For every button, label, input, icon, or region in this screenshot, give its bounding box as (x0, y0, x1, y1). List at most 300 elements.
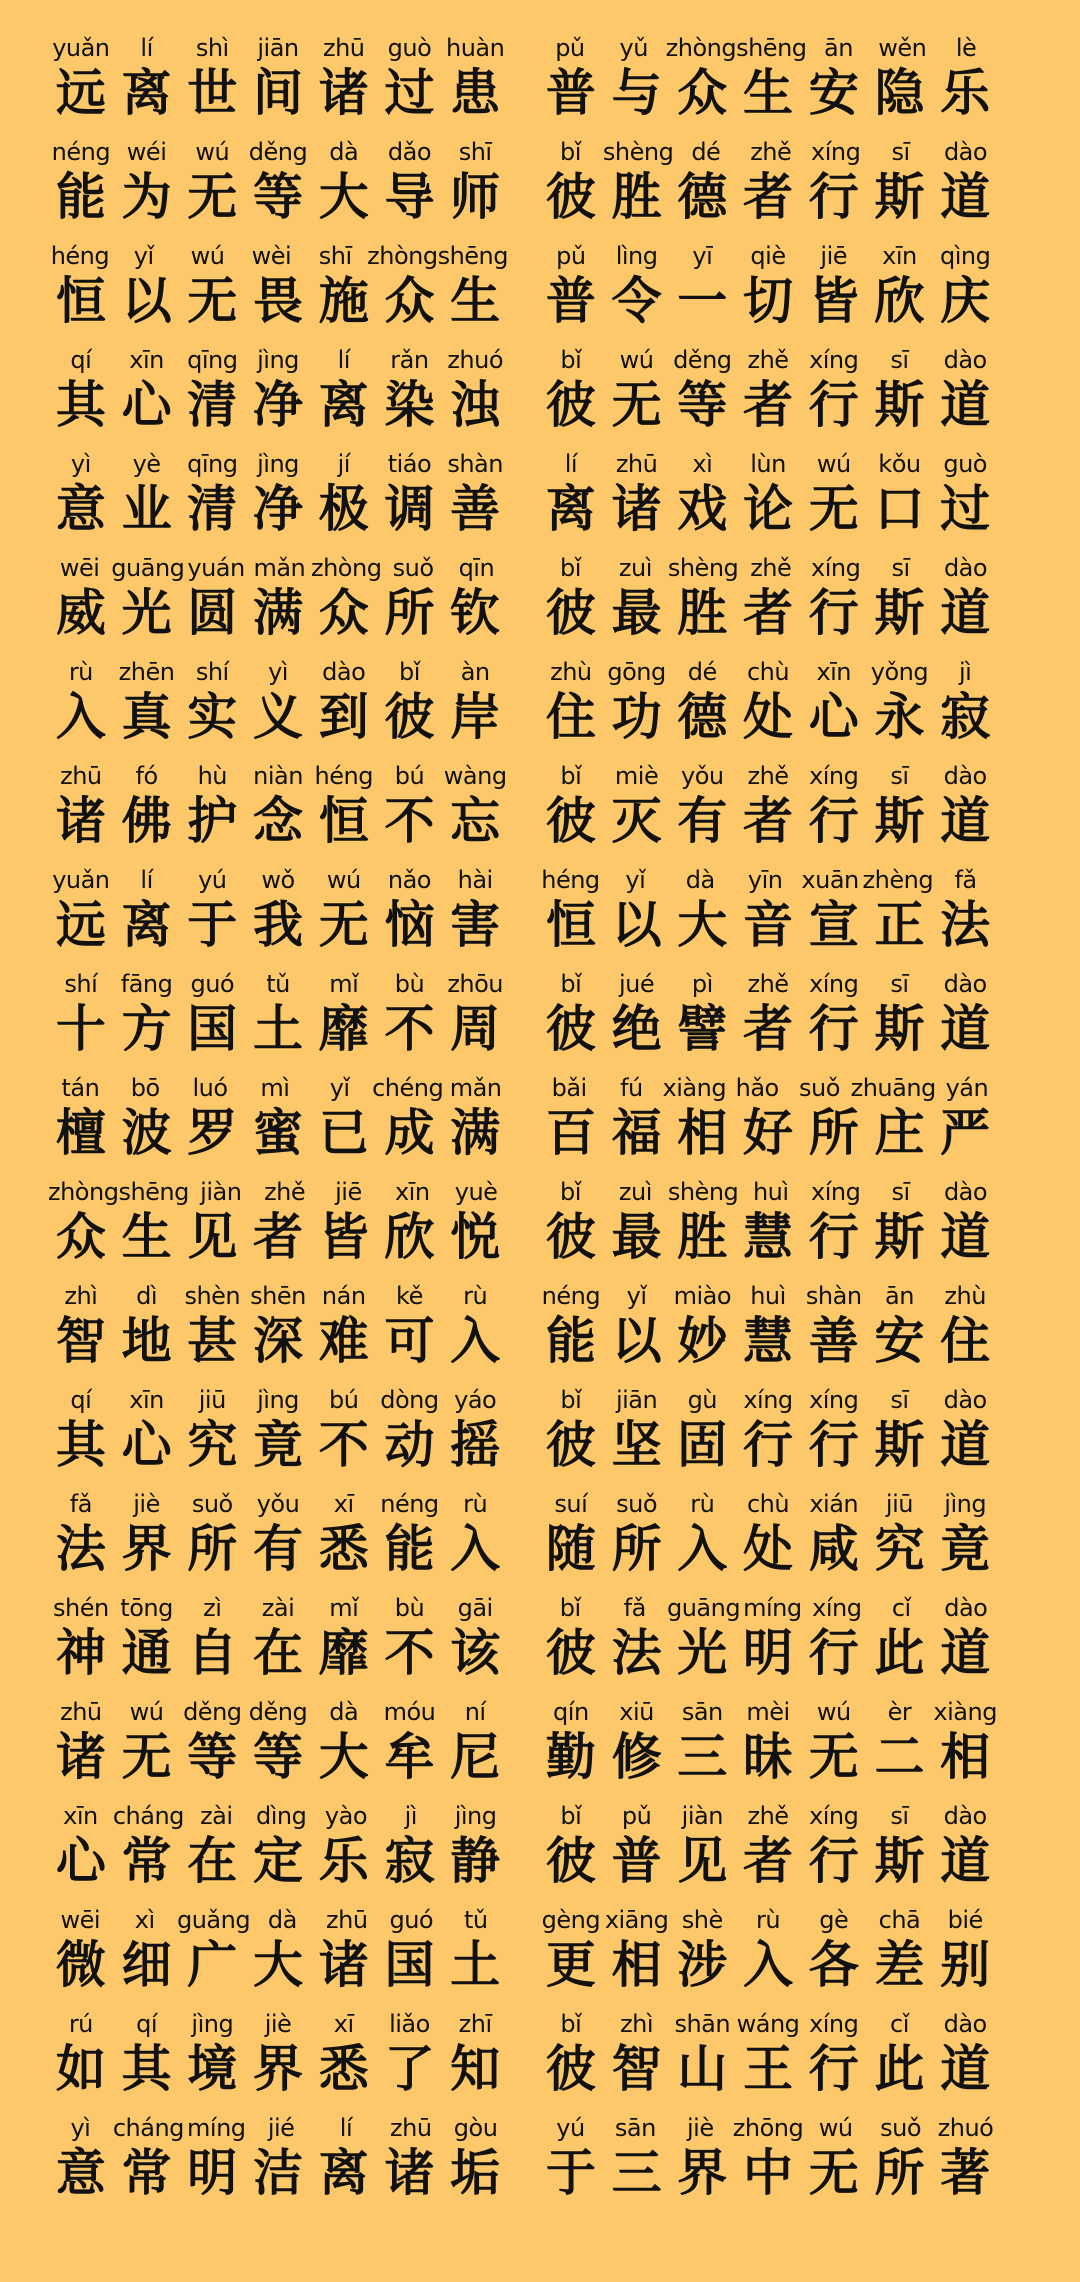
pinyin-syllable: qín (553, 1698, 589, 1726)
hanzi-character: 其 (55, 1416, 106, 1474)
pinyin-syllable: cǐ (890, 2010, 909, 2038)
hanzi-character: 涉 (677, 1936, 728, 1994)
pinyin-syllable: dào (943, 1178, 988, 1206)
hanzi-character: 浊 (450, 376, 501, 434)
verse-row (0, 546, 1080, 650)
hanzi-character: 百 (545, 1104, 596, 1162)
left-verse-line (48, 1274, 508, 1378)
pinyin-syllable: sī (891, 1178, 910, 1206)
pinyin-syllable: sī (890, 346, 909, 374)
pinyin-syllable: dào (943, 1802, 987, 1830)
pinyin-syllable: yǐ (625, 866, 646, 894)
hanzi-character: 智 (55, 1312, 106, 1370)
pinyin-line (538, 962, 998, 998)
hanzi-character: 悉 (318, 1520, 369, 1578)
pinyin-syllable: héng (541, 866, 600, 894)
pinyin-syllable: bǐ (560, 2010, 582, 2038)
hanzi-character: 道 (940, 376, 991, 434)
pinyin-syllable: wú (129, 1698, 164, 1726)
pinyin-syllable: zhě (747, 346, 789, 374)
pinyin-syllable: xián (809, 1490, 859, 1518)
hanzi-character: 恼 (384, 896, 435, 954)
pinyin-syllable: wú (816, 1698, 851, 1726)
hanzi-character: 入 (55, 688, 106, 746)
hanzi-character: 胜 (677, 584, 728, 642)
hanzi-character: 间 (253, 64, 304, 122)
hanzi-character: 能 (384, 1520, 435, 1578)
verse-row (0, 650, 1080, 754)
pinyin-line (48, 1066, 508, 1102)
pinyin-syllable: fāng (120, 970, 173, 998)
pinyin-syllable: pǔ (621, 1802, 652, 1830)
left-verse-line (48, 754, 508, 858)
pinyin-syllable: jí (337, 450, 350, 478)
pinyin-syllable: zhū (326, 1906, 368, 1934)
hanzi-character: 众 (318, 584, 369, 642)
pinyin-syllable: bō (130, 1074, 160, 1102)
hanzi-character: 所 (384, 584, 435, 642)
pinyin-syllable: chù (746, 1490, 790, 1518)
hanzi-character: 见 (677, 1832, 728, 1890)
pinyin-syllable: zhū (615, 450, 658, 478)
pinyin-syllable: rù (463, 1282, 488, 1310)
hanzi-character: 最 (611, 584, 662, 642)
pinyin-syllable: dào (943, 2010, 987, 2038)
pinyin-syllable: dé (687, 658, 717, 686)
hanzi-line (48, 2038, 508, 2100)
hanzi-character: 咸 (808, 1520, 859, 1578)
hanzi-character: 生 (121, 1208, 172, 1266)
pinyin-syllable: rù (68, 658, 93, 686)
hanzi-character: 于 (545, 2144, 596, 2202)
hanzi-character: 成 (384, 1104, 435, 1162)
pinyin-syllable: yáo (454, 1386, 497, 1414)
hanzi-character: 垢 (450, 2144, 501, 2202)
hanzi-character: 修 (611, 1728, 662, 1786)
hanzi-character: 行 (808, 792, 859, 850)
pinyin-syllable: zhù (550, 658, 592, 686)
pinyin-syllable: xíng (809, 2010, 859, 2038)
pinyin-syllable: jiàn (681, 1802, 723, 1830)
pinyin-syllable: yǐ (133, 242, 154, 270)
hanzi-character: 满 (253, 584, 304, 642)
hanzi-line (48, 790, 508, 852)
hanzi-character: 心 (55, 1832, 106, 1890)
pinyin-syllable: cháng (112, 2114, 184, 2142)
hanzi-character: 不 (384, 792, 435, 850)
right-verse-line (538, 1482, 998, 1586)
right-verse-line (538, 546, 998, 650)
hanzi-character: 微 (55, 1936, 106, 1994)
hanzi-character: 害 (450, 896, 501, 954)
hanzi-character: 大 (318, 1728, 369, 1786)
pinyin-syllable: bǐ (560, 1386, 582, 1414)
hanzi-character: 以 (611, 1312, 662, 1370)
pinyin-line (48, 1690, 508, 1726)
hanzi-character: 能 (545, 1312, 596, 1370)
hanzi-character: 静 (450, 1832, 501, 1890)
pinyin-line (538, 1378, 998, 1414)
pinyin-syllable: shèng (602, 138, 674, 166)
hanzi-character: 意 (55, 480, 106, 538)
hanzi-character: 善 (450, 480, 501, 538)
hanzi-character: 绝 (611, 1000, 662, 1058)
hanzi-character: 音 (743, 896, 794, 954)
pinyin-syllable: zhī (458, 2010, 492, 2038)
hanzi-character: 庆 (940, 272, 991, 330)
verse-row (0, 442, 1080, 546)
hanzi-line (538, 1830, 998, 1892)
hanzi-character: 行 (808, 1000, 859, 1058)
hanzi-character: 离 (318, 376, 369, 434)
hanzi-character: 昧 (743, 1728, 794, 1786)
pinyin-syllable: yuǎn (52, 34, 110, 62)
pinyin-syllable: shì (195, 34, 229, 62)
hanzi-line (48, 478, 508, 540)
hanzi-character: 正 (874, 896, 925, 954)
hanzi-character: 钦 (450, 584, 501, 642)
pinyin-syllable: qí (136, 2010, 158, 2038)
pinyin-syllable: xīn (129, 1386, 164, 1414)
hanzi-character: 此 (874, 1624, 925, 1682)
left-verse-line (48, 1586, 508, 1690)
pinyin-syllable: néng (541, 1282, 601, 1310)
pinyin-syllable: qīng (187, 450, 238, 478)
hanzi-character: 著 (940, 2144, 991, 2202)
pinyin-line (538, 26, 998, 62)
hanzi-character: 究 (874, 1520, 925, 1578)
pinyin-syllable: rù (755, 1906, 781, 1934)
pinyin-syllable: shèn (184, 1282, 241, 1310)
hanzi-character: 道 (940, 1832, 991, 1890)
pinyin-syllable: zì (203, 1594, 222, 1622)
hanzi-character: 斯 (874, 168, 925, 226)
hanzi-character: 入 (677, 1520, 728, 1578)
pinyin-syllable: lìng (615, 242, 658, 270)
left-verse-line (48, 1378, 508, 1482)
pinyin-syllable: míng (743, 1594, 802, 1622)
pinyin-syllable: lí (339, 2114, 353, 2142)
hanzi-line (538, 894, 998, 956)
pinyin-syllable: ān (884, 1282, 914, 1310)
pinyin-syllable: chā (878, 1906, 921, 1934)
hanzi-character: 皆 (808, 272, 859, 330)
pinyin-line (538, 1690, 998, 1726)
pinyin-syllable: chù (746, 658, 790, 686)
left-verse-line (48, 1794, 508, 1898)
hanzi-character: 十 (55, 1000, 106, 1058)
hanzi-character: 欣 (874, 272, 925, 330)
pinyin-syllable: jì (404, 1802, 417, 1830)
pinyin-line (538, 442, 998, 478)
hanzi-line (48, 582, 508, 644)
left-verse-line (48, 26, 508, 130)
pinyin-syllable: fó (135, 762, 158, 790)
pinyin-line (48, 1378, 508, 1414)
pinyin-syllable: niàn (253, 762, 303, 790)
hanzi-character: 无 (611, 376, 662, 434)
hanzi-character: 普 (545, 64, 596, 122)
hanzi-character: 道 (940, 1416, 991, 1474)
pinyin-syllable: dìng (255, 1802, 307, 1830)
hanzi-line (538, 686, 998, 748)
pinyin-line (48, 1274, 508, 1310)
pinyin-syllable: xì (692, 450, 713, 478)
pinyin-syllable: nán (321, 1282, 366, 1310)
pinyin-syllable: èr (887, 1698, 912, 1726)
pinyin-syllable: wěn (878, 34, 927, 62)
hanzi-character: 所 (874, 2144, 925, 2202)
pinyin-line (538, 1898, 998, 1934)
hanzi-line (48, 1830, 508, 1892)
pinyin-line (48, 546, 508, 582)
hanzi-character: 满 (450, 1104, 501, 1162)
hanzi-character: 难 (318, 1312, 369, 1370)
pinyin-syllable: dà (329, 138, 359, 166)
hanzi-character: 道 (940, 584, 991, 642)
pinyin-syllable: mǎn (253, 554, 306, 582)
pinyin-syllable: hù (197, 762, 227, 790)
hanzi-character: 该 (450, 1624, 501, 1682)
hanzi-character: 明 (187, 2144, 238, 2202)
hanzi-character: 斯 (874, 584, 925, 642)
pinyin-syllable: tán (61, 1074, 100, 1102)
pinyin-syllable: lè (955, 34, 977, 62)
pinyin-syllable: tiáo (387, 450, 432, 478)
hanzi-character: 洁 (253, 2144, 304, 2202)
pinyin-syllable: dà (685, 866, 715, 894)
hanzi-character: 护 (187, 792, 238, 850)
pinyin-line (48, 1586, 508, 1622)
pinyin-syllable: shè (681, 1906, 723, 1934)
pinyin-syllable: rǎn (390, 346, 429, 374)
pinyin-syllable: tōng (120, 1594, 173, 1622)
hanzi-character: 彼 (545, 168, 596, 226)
pinyin-syllable: yǒu (256, 1490, 300, 1518)
pinyin-line (538, 754, 998, 790)
hanzi-character: 一 (677, 272, 728, 330)
pinyin-syllable: bǐ (560, 970, 582, 998)
pinyin-syllable: fǎ (69, 1490, 92, 1518)
hanzi-character: 靡 (318, 1000, 369, 1058)
hanzi-character: 国 (384, 1936, 435, 1994)
hanzi-character: 斯 (874, 1000, 925, 1058)
pinyin-syllable: suǒ (880, 2114, 922, 2142)
pinyin-syllable: děng (183, 1698, 242, 1726)
pinyin-syllable: liǎo (389, 2010, 430, 2038)
hanzi-line (538, 478, 998, 540)
pinyin-syllable: ní (464, 1698, 486, 1726)
hanzi-character: 福 (611, 1104, 662, 1162)
right-verse-line (538, 858, 998, 962)
hanzi-character: 勤 (545, 1728, 596, 1786)
hanzi-character: 神 (55, 1624, 106, 1682)
hanzi-character: 道 (940, 1208, 991, 1266)
hanzi-line (48, 1414, 508, 1476)
right-verse-line (538, 1274, 998, 1378)
verse-row (0, 858, 1080, 962)
pinyin-line (48, 442, 508, 478)
pinyin-line (538, 2002, 998, 2038)
hanzi-character: 德 (677, 688, 728, 746)
hanzi-character: 入 (450, 1520, 501, 1578)
pinyin-syllable: gōng (607, 658, 666, 686)
hanzi-character: 生 (450, 272, 501, 330)
pinyin-syllable: bǐ (560, 1802, 582, 1830)
pinyin-syllable: qìng (939, 242, 991, 270)
hanzi-character: 离 (121, 64, 172, 122)
hanzi-character: 中 (743, 2144, 794, 2202)
pinyin-syllable: hài (457, 866, 493, 894)
pinyin-syllable: zhě (750, 138, 792, 166)
hanzi-character: 界 (121, 1520, 172, 1578)
hanzi-character: 道 (940, 1624, 991, 1682)
hanzi-character: 道 (940, 1000, 991, 1058)
hanzi-character: 恒 (318, 792, 369, 850)
pinyin-syllable: jiū (198, 1386, 226, 1414)
hanzi-character: 圆 (187, 584, 238, 642)
pinyin-syllable: rù (463, 1490, 488, 1518)
pinyin-syllable: xiū (619, 1698, 654, 1726)
pinyin-syllable: huì (750, 1282, 786, 1310)
pinyin-syllable: shēng (118, 1178, 189, 1206)
hanzi-character: 恒 (55, 272, 106, 330)
hanzi-line (48, 374, 508, 436)
pinyin-syllable: xīn (882, 242, 917, 270)
hanzi-character: 摇 (450, 1416, 501, 1474)
pinyin-syllable: jìng (454, 1802, 497, 1830)
right-verse-line (538, 1794, 998, 1898)
hanzi-character: 有 (253, 1520, 304, 1578)
pinyin-syllable: xíng (812, 1594, 862, 1622)
pinyin-syllable: suǒ (799, 1074, 840, 1102)
pinyin-syllable: sī (891, 554, 910, 582)
pinyin-syllable: wèi (251, 242, 292, 270)
pinyin-syllable: sī (890, 762, 909, 790)
hanzi-character: 通 (121, 1624, 172, 1682)
left-verse-line (48, 2106, 508, 2210)
hanzi-character: 牟 (384, 1728, 435, 1786)
hanzi-line (538, 1934, 998, 1996)
pinyin-syllable: yì (268, 658, 288, 686)
pinyin-syllable: zuì (618, 1178, 652, 1206)
hanzi-character: 寂 (940, 688, 991, 746)
hanzi-character: 彼 (545, 1208, 596, 1266)
pinyin-syllable: hǎo (735, 1074, 779, 1102)
pinyin-syllable: jiàn (200, 1178, 242, 1206)
hanzi-character: 在 (187, 1832, 238, 1890)
hanzi-character: 所 (611, 1520, 662, 1578)
pinyin-syllable: bú (394, 762, 425, 790)
hanzi-character: 甚 (187, 1312, 238, 1370)
pinyin-syllable: miào (673, 1282, 732, 1310)
hanzi-character: 与 (611, 64, 662, 122)
hanzi-character: 离 (318, 2144, 369, 2202)
right-verse-line (538, 1066, 998, 1170)
hanzi-character: 入 (743, 1936, 794, 1994)
hanzi-character: 诸 (318, 1936, 369, 1994)
hanzi-character: 永 (874, 688, 925, 746)
pinyin-line (48, 130, 508, 166)
pinyin-syllable: zhě (747, 762, 789, 790)
pinyin-syllable: mǐ (329, 970, 359, 998)
hanzi-line (538, 166, 998, 228)
pinyin-syllable: héng (50, 242, 110, 270)
pinyin-syllable: zhèng (862, 866, 934, 894)
pinyin-syllable: gù (687, 1386, 718, 1414)
hanzi-character: 念 (253, 792, 304, 850)
hanzi-character: 自 (187, 1624, 238, 1682)
right-verse-line (538, 442, 998, 546)
pinyin-syllable: suí (554, 1490, 588, 1518)
pinyin-syllable: shān (674, 2010, 731, 2038)
pinyin-syllable: pǔ (555, 34, 585, 62)
pinyin-syllable: qiè (750, 242, 786, 270)
hanzi-character: 道 (940, 2040, 991, 2098)
hanzi-character: 无 (318, 896, 369, 954)
hanzi-character: 别 (940, 1936, 991, 1994)
pinyin-syllable: jìng (191, 2010, 234, 2038)
verse-row (0, 1482, 1080, 1586)
hanzi-character: 义 (253, 688, 304, 746)
pinyin-syllable: bǐ (399, 658, 420, 686)
hanzi-character: 光 (121, 584, 172, 642)
left-verse-line (48, 1690, 508, 1794)
pinyin-syllable: kǒu (878, 450, 921, 478)
pinyin-syllable: zhū (60, 1698, 102, 1726)
hanzi-character: 竟 (253, 1416, 304, 1474)
pinyin-syllable: sī (890, 1386, 909, 1414)
hanzi-character: 檀 (55, 1104, 106, 1162)
hanzi-character: 生 (743, 64, 794, 122)
hanzi-character: 法 (940, 896, 991, 954)
pinyin-syllable: zhòng (311, 554, 382, 582)
pinyin-syllable: chéng (372, 1074, 444, 1102)
hanzi-line (48, 686, 508, 748)
hanzi-character: 调 (384, 480, 435, 538)
left-verse-line (48, 1170, 508, 1274)
hanzi-character: 者 (743, 376, 794, 434)
hanzi-character: 师 (450, 168, 501, 226)
verse-row (0, 1586, 1080, 1690)
verse-row (0, 1066, 1080, 1170)
pinyin-syllable: shī (318, 242, 352, 270)
hanzi-character: 道 (940, 792, 991, 850)
hanzi-character: 土 (253, 1000, 304, 1058)
hanzi-character: 慧 (743, 1208, 794, 1266)
pinyin-syllable: zhēn (118, 658, 175, 686)
pinyin-syllable: yào (324, 1802, 367, 1830)
pinyin-syllable: bié (947, 1906, 983, 1934)
pinyin-syllable: luó (192, 1074, 228, 1102)
hanzi-character: 清 (187, 376, 238, 434)
pinyin-syllable: suǒ (392, 554, 434, 582)
pinyin-syllable: zhōng (732, 2114, 804, 2142)
hanzi-character: 诸 (384, 2144, 435, 2202)
pinyin-line (48, 754, 508, 790)
hanzi-character: 大 (677, 896, 728, 954)
hanzi-character: 佛 (121, 792, 172, 850)
hanzi-line (538, 1622, 998, 1684)
right-verse-line (538, 754, 998, 858)
pinyin-syllable: xíng (811, 554, 861, 582)
verse-row (0, 130, 1080, 234)
hanzi-character: 胜 (611, 168, 662, 226)
pinyin-syllable: dào (943, 138, 988, 166)
hanzi-character: 尼 (450, 1728, 501, 1786)
hanzi-character: 净 (253, 376, 304, 434)
pinyin-syllable: cháng (112, 1802, 184, 1830)
